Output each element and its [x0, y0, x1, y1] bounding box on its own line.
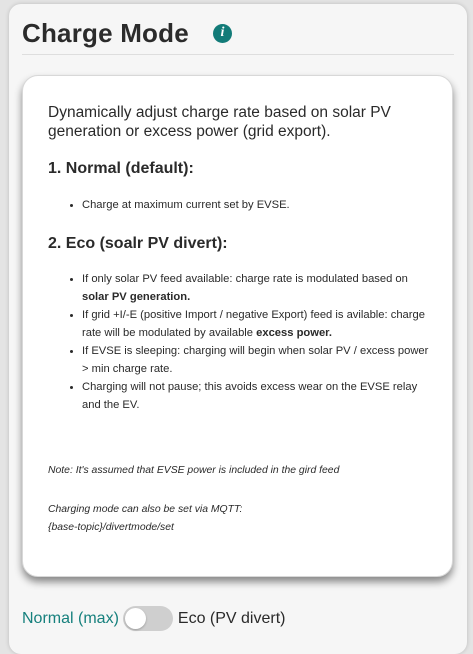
feed-note: Note: It's assumed that EVSE power is included in the gird feed — [48, 465, 340, 476]
card-header — [22, 16, 454, 55]
list-item — [82, 270, 437, 306]
charge-mode-switch[interactable] — [123, 606, 173, 631]
eco-mode-label[interactable]: Eco (PV divert) — [177, 609, 286, 627]
list-item-text: If grid +I/-E (positive Import / negative Export) feed is avilable: charge rate will be modulated by available — [82, 309, 425, 339]
mqtt-note-line: Charging mode can also be set via MQTT: — [48, 504, 243, 515]
list-item — [82, 306, 437, 342]
normal-mode-heading: 1. Normal (default): — [48, 160, 194, 177]
normal-mode-label[interactable]: Normal (max) — [22, 609, 119, 627]
eco-mode-heading: 2. Eco (soalr PV divert): — [48, 235, 228, 252]
charge-mode-toggle-row — [22, 606, 285, 631]
charge-mode-card — [9, 4, 467, 654]
info-icon[interactable]: i — [213, 24, 232, 43]
list-item: • Charging will not pause; this avoids excess wear on the EVSE relay and the EV. — [82, 378, 437, 414]
popup-intro: Dynamically adjust charge rate based on solar PV generation or excess power (grid export). — [48, 104, 391, 140]
list-item: • If EVSE is sleeping: charging will begin when solar PV / excess power > min charge rate. — [82, 342, 437, 378]
list-item-emphasis: solar PV generation. — [82, 291, 191, 303]
mqtt-note — [48, 501, 242, 537]
switch-knob[interactable] — [125, 608, 146, 629]
eco-mode-list — [68, 270, 437, 414]
list-item-emphasis: excess power. — [256, 327, 333, 339]
normal-mode-list — [68, 196, 290, 214]
mqtt-topic: {base-topic}/divertmode/set — [48, 522, 174, 533]
list-item: • Charge at maximum current set by EVSE. — [82, 196, 290, 214]
info-popup — [22, 75, 453, 577]
list-item-text: If only solar PV feed available: charge rate is modulated based on — [82, 273, 408, 285]
page-title: Charge Mode — [22, 17, 189, 48]
